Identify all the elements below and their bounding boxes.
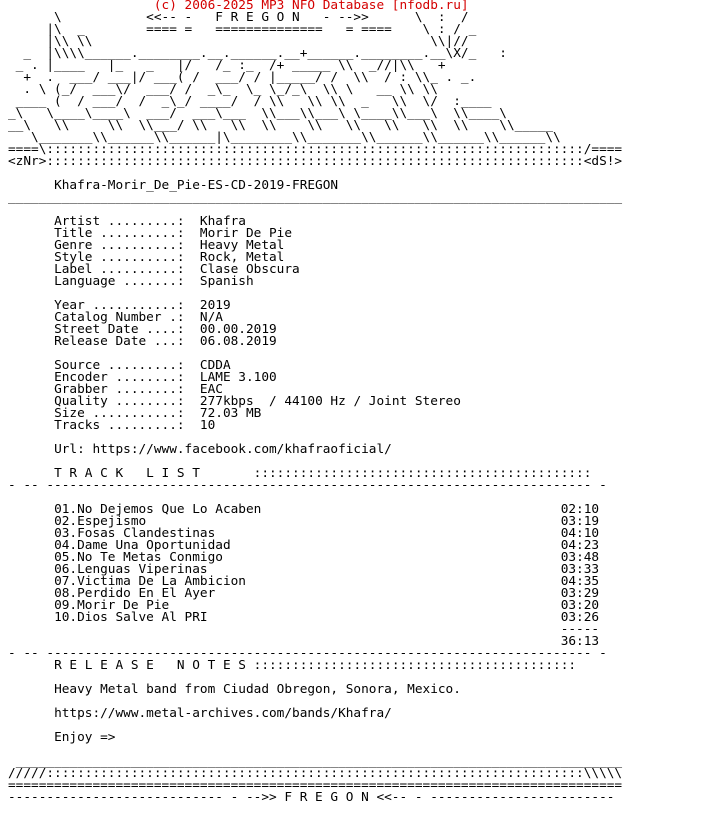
track-number: 06. <box>54 562 78 577</box>
info-label: Year ...........: <box>54 298 185 313</box>
footer-rule: _______________________________________________________________________________ <box>15 754 623 769</box>
footer-signoff-line: ---------------------------- - -->> F R E G O N <<-- - ------------------------ <box>8 790 615 805</box>
track-number: 10. <box>54 610 78 625</box>
info-label: Catalog Number .: <box>54 310 185 325</box>
track-number: 08. <box>54 586 78 601</box>
tracklist-heading: T R A C K L I S T <box>54 466 200 481</box>
track-time: 04:35 <box>560 574 600 589</box>
track-title: No Te Metas Conmigo <box>77 550 223 565</box>
info-value: Rock, Metal <box>199 250 285 265</box>
track-time: 03:29 <box>560 586 600 601</box>
ascii-art-line: _ . |____ |_ _ |/ /_ :_ /+ _____ \\ _//|\\ + <box>8 58 446 73</box>
indent <box>8 334 54 349</box>
info-label: Quality ........: <box>54 394 185 409</box>
info-value: N/A <box>199 310 223 325</box>
info-label: Title ..........: <box>54 226 185 241</box>
colon-fill: :::::::::::::::::::::::::::::::::::::::::: <box>253 658 577 673</box>
info-label: Release Date ...: <box>54 334 185 349</box>
gap <box>246 658 254 673</box>
ascii-art-line: <zNr>::::::::::::::::::::::::::::::::::::::::::::::::::::::::::::::::::::::<dS!> <box>8 154 623 169</box>
divider-line: - -- ----------------------------------------------------------------------- - <box>8 478 607 493</box>
track-time: 03:19 <box>560 514 600 529</box>
nfo-document <box>8 0 712 828</box>
track-number: 04. <box>54 538 78 553</box>
indent <box>8 274 54 289</box>
info-row-tracks <box>8 420 712 432</box>
ascii-art-line: \_______\\______\\______|\________\\_______\\______\\______\\______\\ <box>8 130 561 145</box>
total-time: 36:13 <box>560 634 600 649</box>
gap <box>185 418 200 433</box>
gap <box>185 334 200 349</box>
track-number: 07. <box>54 574 78 589</box>
track-number: 02. <box>54 514 78 529</box>
track-time: 03:20 <box>560 598 600 613</box>
track-title: Lenguas Viperinas <box>77 562 208 577</box>
info-value: 72.03 MB <box>199 406 262 421</box>
info-label: Source .........: <box>54 358 185 373</box>
info-value: CDDA <box>199 358 231 373</box>
info-value: Heavy Metal <box>199 238 285 253</box>
track-number: 09. <box>54 598 78 613</box>
info-row-language <box>8 276 712 288</box>
info-label: Encoder ........: <box>54 370 185 385</box>
info-value: 10 <box>199 418 216 433</box>
note-text[interactable]: https://www.metal-archives.com/bands/Khafra/ <box>54 706 392 721</box>
release-notes-heading: R E L E A S E N O T E S <box>54 658 246 673</box>
track-title: Morir De Pie <box>77 598 170 613</box>
track-title: No Dejemos Que Lo Acaben <box>77 502 262 517</box>
info-label: Street Date ....: <box>54 322 185 337</box>
release-notes-heading-line <box>8 660 712 672</box>
track-time: 03:48 <box>560 550 600 565</box>
ascii-art-line: ____ ( / ___/ / _\_/ ____/ / \\ \\ \\ _ \\ \/ :____ <box>8 94 492 109</box>
release-notes-line <box>8 708 712 720</box>
ascii-art-line: ====\::::::::::::::::::::::::::::::::::::::::::::::::::::::::::::::::::::::/==== <box>8 142 623 157</box>
track-title: Victima De La Ambicion <box>77 574 246 589</box>
info-label: Grabber ........: <box>54 382 185 397</box>
track-title: Dios Salve Al PRI <box>77 610 208 625</box>
info-value: Clase Obscura <box>199 262 300 277</box>
track-number: 03. <box>54 526 78 541</box>
track-number: 05. <box>54 550 78 565</box>
credit-line: (c) 2006-2025 MP3 NFO Database [nfodb.ru] <box>8 0 469 13</box>
info-label: Language .......: <box>54 274 185 289</box>
indent <box>8 682 54 697</box>
url-link[interactable]: Url: https://www.facebook.com/khafraoficial/ <box>54 442 392 457</box>
info-value: 06.08.2019 <box>199 334 277 349</box>
info-value: 277kbps / 44100 Hz / Joint Stereo <box>199 394 461 409</box>
ascii-art-line: __\ \\ \\ \\___/ \\ \\ \\ \\ \\ \\ \\ \\ \\_____ <box>8 118 554 133</box>
ascii-art-line: |\ _ ==== = ============== = ==== \ : / _ <box>8 22 477 37</box>
ascii-art-line: _ |\\\\______.________.__.______.__+______.________.__\X/_ : <box>8 46 507 61</box>
info-value: Morir De Pie <box>199 226 293 241</box>
indent <box>8 730 54 745</box>
track-title: Dame Una Oportunidad <box>77 538 231 553</box>
ascii-art-line: \ <<-- - F R E G O N - -->> \ : / <box>8 10 469 25</box>
info-value: EAC <box>199 382 223 397</box>
gap <box>185 274 200 289</box>
release-name: Khafra-Morir_De_Pie-ES-CD-2019-FREGON <box>54 178 339 193</box>
info-value: LAME 3.100 <box>199 370 277 385</box>
ascii-art-line: _\ \____\____\ ___/ ___\___ \\___\\___\ \____\\___\ \\____\ <box>8 106 507 121</box>
footer-border-line: /////::::::::::::::::::::::::::::::::::::::::::::::::::::::::::::::::::::::\\\\\ <box>8 766 623 781</box>
info-label: Label ..........: <box>54 262 185 277</box>
track-number: 01. <box>54 502 78 517</box>
info-label: Genre ..........: <box>54 238 185 253</box>
info-label: Style ..........: <box>54 250 185 265</box>
track-time: 04:23 <box>560 538 600 553</box>
track-title: Fosas Clandestinas <box>77 526 216 541</box>
info-value: Khafra <box>199 214 246 229</box>
ascii-art-line: + . ___/ ___|/ ___( / ___/ / |_____/ / \\ / : \\_ . _. <box>8 70 477 85</box>
note-text: Heavy Metal band from Ciudad Obregon, Sonora, Mexico. <box>54 682 461 697</box>
info-value: Spanish <box>199 274 254 289</box>
info-value: 2019 <box>199 298 231 313</box>
info-label: Artist .........: <box>54 214 185 229</box>
track-time: 03:33 <box>560 562 600 577</box>
track-title: Perdido En El Ayer <box>77 586 216 601</box>
info-value: 00.00.2019 <box>199 322 277 337</box>
ascii-art-line: . \ (_/ ___\/ ___/ / _\_ \_ \_/_\ \\ \ __ \\ \\ <box>8 82 446 97</box>
track-title: Espejismo <box>77 514 147 529</box>
track-time: 03:26 <box>560 610 600 625</box>
indent <box>8 706 54 721</box>
info-label: Tracks .........: <box>54 418 185 433</box>
total-rule: ----- <box>560 622 600 637</box>
rule-line: ________________________________________________________________________________ <box>8 190 623 205</box>
colon-fill: :::::::::::::::::::::::::::::::::::::::::::: <box>253 466 592 481</box>
indent <box>8 418 54 433</box>
info-row-release-date <box>8 336 712 348</box>
info-label: Size ...........: <box>54 406 185 421</box>
indent <box>8 442 54 457</box>
divider-line: - -- ----------------------------------------------------------------------- - <box>8 646 607 661</box>
track-time: 02:10 <box>560 502 600 517</box>
url-line <box>8 444 712 456</box>
release-notes-line <box>8 684 712 696</box>
footer-border-line: ================================================================================ <box>8 778 623 793</box>
note-text: Enjoy => <box>54 730 116 745</box>
indent <box>8 658 54 673</box>
release-notes-line <box>8 732 712 744</box>
track-time: 04:10 <box>560 526 600 541</box>
ascii-art-line: |\\ \\ \\|// <box>8 34 477 49</box>
